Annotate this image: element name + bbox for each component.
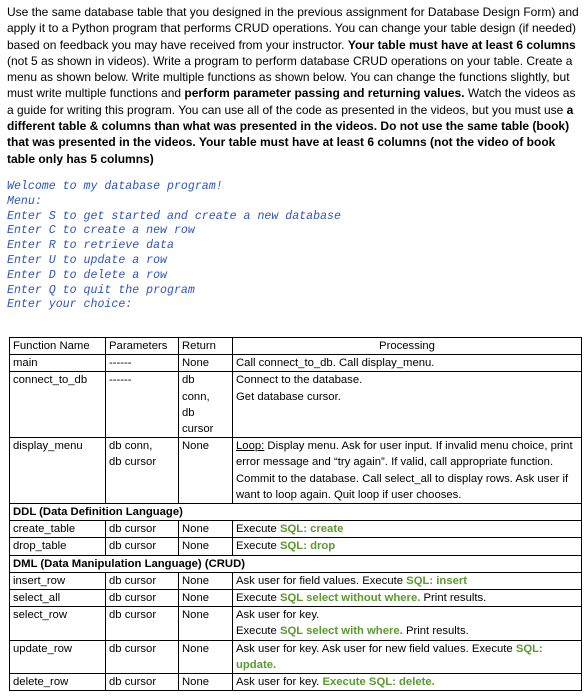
processing-text: Execute (236, 523, 280, 536)
code-line: Welcome to my database program! (7, 179, 223, 193)
cell-return: None (179, 674, 233, 691)
table-row (10, 372, 582, 438)
section-heading: DDL (Data Definition Language) (10, 504, 582, 521)
cell-params: db cursor (106, 590, 179, 607)
processing-text: Ask user for key. Execute (236, 609, 320, 638)
cell-params: ------ (106, 355, 179, 372)
table-row (10, 521, 582, 538)
table-header-row (10, 338, 582, 355)
processing-text: Ask user for key. (236, 676, 323, 689)
cell-processing (233, 640, 582, 673)
sql-keyword: SQL: drop (279, 540, 336, 553)
cell-params: db cursor (106, 607, 179, 640)
cell-function: main (10, 355, 106, 372)
sql-keyword: SQL select without where. (279, 592, 421, 605)
code-line: Enter U to update a row (7, 253, 168, 267)
cell-processing (233, 674, 582, 691)
loop-label: Loop: (236, 440, 265, 453)
header-function-name: Function Name (10, 338, 106, 355)
cell-params: db cursor (106, 572, 179, 589)
cell-return: None (179, 607, 233, 640)
cell-params: db cursor (106, 538, 179, 555)
cell-return: None (179, 355, 233, 372)
intro-bold-1: Your table must have at least 6 columns (347, 37, 576, 52)
cell-processing: Connect to the database. Get database cursor. (233, 372, 582, 438)
header-return: Return (179, 338, 233, 355)
cell-return: None (179, 438, 233, 504)
table-row (10, 590, 582, 607)
cell-return: None (179, 572, 233, 589)
processing-text: Ask user for key. Ask user for new field values. Execute (236, 642, 516, 655)
cell-function: delete_row (10, 674, 106, 691)
cell-params: db conn, db cursor (106, 438, 179, 504)
cell-function: select_row (10, 607, 106, 640)
intro-text-2: (not 5 as shown in videos). Write a program to perform database CRUD operations on your table. Create a menu as shown below. Write multiple functions as shown below. You can change the functions slightly, but must write multiple functions and (7, 53, 573, 101)
section-row-ddl (10, 504, 582, 521)
processing-text: Execute (236, 540, 280, 553)
intro-bold-2: perform parameter passing and returning values. (184, 86, 465, 101)
table-row (10, 438, 582, 504)
cell-processing (233, 607, 582, 640)
cell-function: insert_row (10, 572, 106, 589)
cell-return: None (179, 590, 233, 607)
cell-params: ------ (106, 372, 179, 438)
code-line: Menu: (7, 194, 42, 208)
table-row (10, 607, 582, 640)
table-row (10, 572, 582, 589)
cell-processing (233, 521, 582, 538)
cell-processing: Call connect_to_db. Call display_menu. (233, 355, 582, 372)
code-line: Enter your choice: (7, 298, 133, 312)
sql-keyword: SQL: update. (236, 642, 543, 671)
cell-function: select_all (10, 590, 106, 607)
menu-sample-output (7, 180, 582, 313)
cell-return: db conn, db cursor (179, 372, 233, 438)
instructions-paragraph (7, 4, 582, 167)
cell-params: db cursor (106, 521, 179, 538)
processing-text: Print results. (402, 625, 469, 638)
cell-params: db cursor (106, 674, 179, 691)
processing-text: Execute (236, 592, 280, 605)
sql-keyword: SQL select with where. (279, 625, 403, 638)
cell-processing (233, 590, 582, 607)
section-heading: DML (Data Manipulation Language) (CRUD) (10, 555, 582, 572)
processing-text: Display menu. Ask for user input. If invalid menu choice, print error message and “try again”. If valid, call appropriate function. Commit to the database. Call select_all to display rows. Ask user if want to loop again. Quit loop if user chooses. (236, 440, 573, 501)
cell-function: display_menu (10, 438, 106, 504)
table-row (10, 355, 582, 372)
code-line: Enter S to get started and create a new database (7, 209, 341, 223)
cell-params: db cursor (106, 640, 179, 673)
cell-return: None (179, 640, 233, 673)
cell-return: None (179, 538, 233, 555)
functions-table (9, 337, 582, 691)
section-row-dml (10, 555, 582, 572)
cell-return: None (179, 521, 233, 538)
code-line: Enter Q to quit the program (7, 283, 195, 297)
header-processing: Processing (233, 338, 582, 355)
cell-function: drop_table (10, 538, 106, 555)
processing-text: Print results. (420, 592, 487, 605)
intro-bold-3: a different table & columns than what was presented in the videos. Do not use the same table (book) that was presented in the videos. Your table must have at least 6 columns (not the video of book table only has 5 columns) (7, 102, 574, 166)
code-line: Enter C to create a new row (7, 224, 195, 238)
header-parameters: Parameters (106, 338, 179, 355)
cell-processing (233, 438, 582, 504)
table-row (10, 674, 582, 691)
processing-text: Ask user for field values. Execute (236, 574, 407, 587)
sql-keyword: SQL: create (279, 523, 344, 536)
sql-keyword: SQL: insert (406, 574, 468, 587)
cell-processing (233, 538, 582, 555)
intro-text-3: Watch the videos as a guide for writing this program. You can use all of the code as presented in the videos, but you must use (7, 86, 576, 117)
cell-function: connect_to_db (10, 372, 106, 438)
table-row (10, 640, 582, 673)
cell-processing (233, 572, 582, 589)
cell-function: create_table (10, 521, 106, 538)
code-line: Enter R to retrieve data (7, 239, 174, 253)
sql-keyword: Execute SQL: delete. (322, 676, 435, 689)
intro-text-1: Use the same database table that you designed in the previous assignment for Database Design Form) and apply it to a Python program that performs CRUD operations. You can change your table design (if needed) based on feedback you may have received from your instructor. (7, 5, 579, 52)
cell-function: update_row (10, 640, 106, 673)
code-line: Enter D to delete a row (7, 268, 168, 282)
table-row (10, 538, 582, 555)
